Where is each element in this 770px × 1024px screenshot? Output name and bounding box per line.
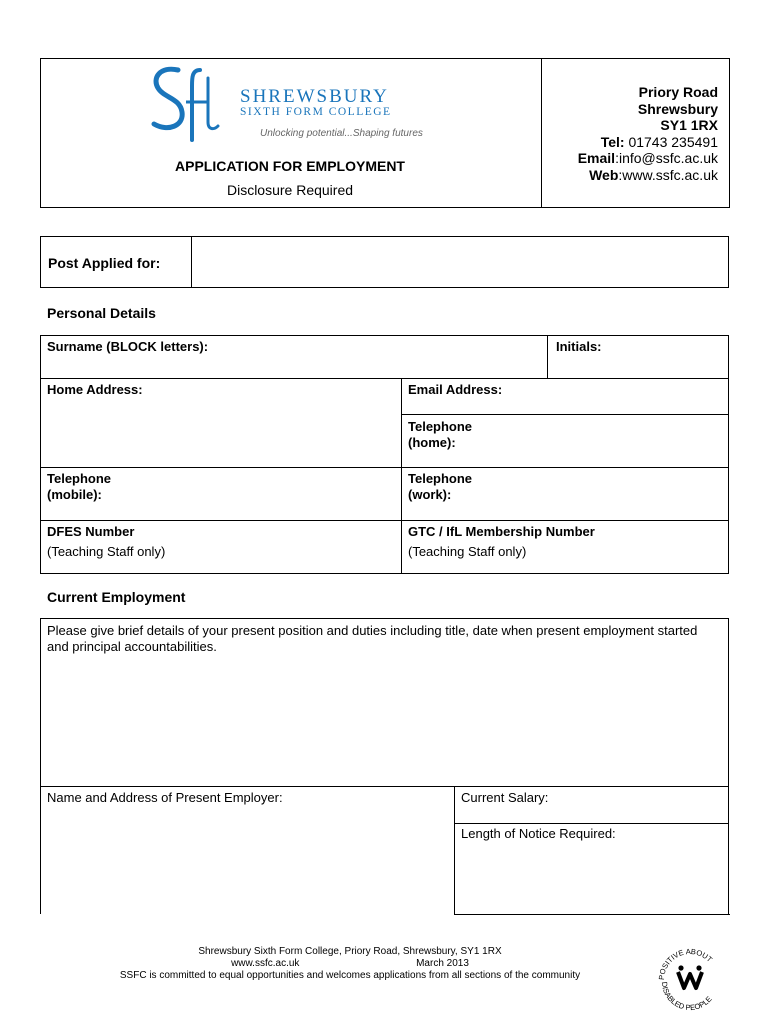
surname-label: Surname (BLOCK letters): <box>47 339 209 354</box>
dfes-label: DFES Number <box>47 524 135 539</box>
position-details-input[interactable] <box>42 656 727 782</box>
email-address-label: Email Address: <box>408 382 503 397</box>
contact-line1: Priory Road <box>638 84 718 100</box>
logo-name-line2: SIXTH FORM COLLEGE <box>240 106 392 118</box>
post-applied-label: Post Applied for: <box>48 255 161 271</box>
tel-label: Tel: <box>600 133 625 150</box>
footer-equal-opportunities: SSFC is committed to equal opportunities and welcomes applications from all sections of the community <box>119 970 581 981</box>
contact-email <box>538 150 718 167</box>
row-divider <box>41 378 728 379</box>
badge-text-bottom: DISABLED PEOPLE <box>659 981 714 1013</box>
telephone-home-line1: Telephone <box>408 419 473 434</box>
gtc-label: GTC / IfL Membership Number <box>408 524 595 539</box>
contact-line3: SY1 1RX <box>660 117 718 133</box>
contact-tel <box>538 134 718 151</box>
row-divider <box>401 414 728 415</box>
badge-text-top: POSITIVE ABOUT <box>656 946 715 981</box>
tel-value: 01743 235491 <box>624 133 718 150</box>
footer-address: Shrewsbury Sixth Form College, Priory Road, Shrewsbury, SY1 1RX <box>198 946 502 957</box>
col-divider <box>401 378 402 573</box>
telephone-mobile-label <box>47 471 111 503</box>
logo-tagline: Unlocking potential...Shaping futures <box>260 128 423 139</box>
col-divider <box>454 786 455 914</box>
row-divider <box>454 823 728 824</box>
web-value: :www.ssfc.ac.uk <box>618 166 718 183</box>
logo-name-line1: SHREWSBURY <box>240 86 389 107</box>
row-divider <box>454 914 730 915</box>
svg-text:POSITIVE ABOUT <box>657 947 715 980</box>
email-value: :info@ssfc.ac.uk <box>615 150 718 166</box>
telephone-home-label <box>408 419 472 451</box>
telephone-mobile-line1: Telephone <box>47 471 112 486</box>
form-title: APPLICATION FOR EMPLOYMENT <box>175 158 405 174</box>
telephone-work-line2: (work): <box>408 487 452 502</box>
telephone-mobile-line2: (mobile): <box>47 487 102 502</box>
row-divider <box>41 467 728 468</box>
college-logo <box>148 62 448 144</box>
gtc-note: (Teaching Staff only) <box>408 544 527 559</box>
post-applied-input[interactable] <box>192 237 728 287</box>
col-divider <box>547 336 548 378</box>
telephone-work-label <box>408 471 472 503</box>
present-employer-label: Name and Address of Present Employer: <box>47 790 283 805</box>
positive-about-disabled-people-logo <box>654 942 726 1014</box>
web-label: Web <box>589 166 619 183</box>
current-employment-heading: Current Employment <box>47 589 186 605</box>
telephone-home-line2: (home): <box>408 435 456 450</box>
initials-label: Initials: <box>556 339 602 354</box>
row-divider <box>41 520 728 521</box>
personal-details-table <box>40 335 729 574</box>
current-salary-label: Current Salary: <box>461 790 549 805</box>
contact-block <box>538 84 718 183</box>
dfes-note: (Teaching Staff only) <box>47 544 166 559</box>
form-subtitle: Disclosure Required <box>226 182 354 198</box>
notice-required-label: Length of Notice Required: <box>461 826 616 841</box>
contact-line2: Shrewsbury <box>637 100 718 117</box>
footer <box>60 946 640 982</box>
home-address-label: Home Address: <box>47 382 143 397</box>
telephone-work-line1: Telephone <box>408 471 473 486</box>
email-label: Email <box>577 150 616 166</box>
footer-web-date: www.ssfc.ac.uk March 2013 <box>231 958 469 969</box>
contact-web <box>538 167 718 184</box>
row-divider <box>41 786 728 787</box>
position-details-prompt: Please give brief details of your present position and duties including title, date when present employment started and principal accountabilities. <box>47 623 698 654</box>
personal-details-heading: Personal Details <box>47 305 156 321</box>
